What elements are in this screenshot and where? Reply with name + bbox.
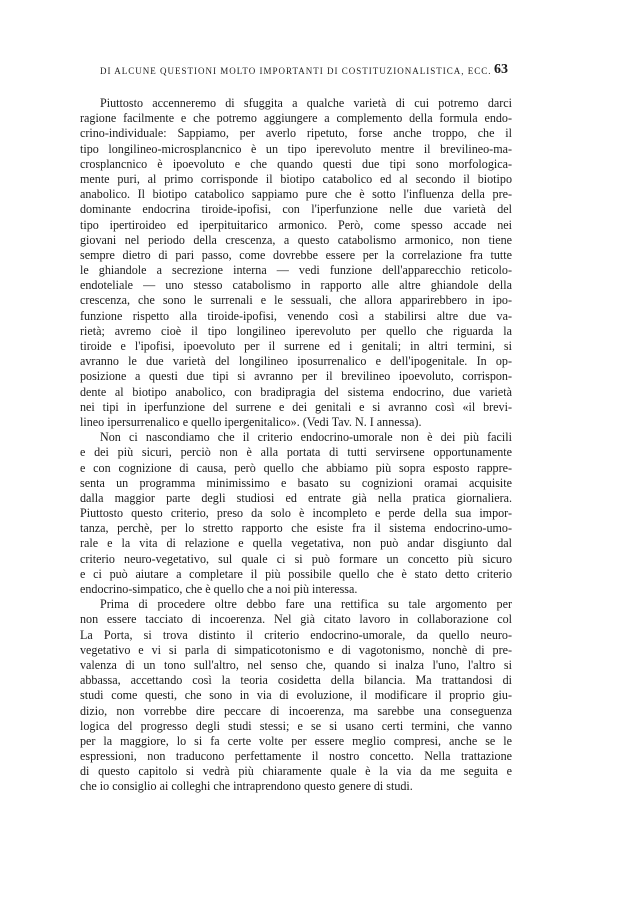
text-line: tiroide e l'ipofisi, ipoevoluto per il surrene ed i genitali; in altri termini, si (80, 339, 512, 353)
text-line: avranno le due varietà del longilineo iposurrenalico e dell'ipogenitale. In op- (80, 354, 512, 369)
text-line: posizione a questi due tipi si avranno per il brevilineo ipoevoluto, corrispon- (80, 369, 512, 384)
text-line: giovani nel periodo della crescenza, a questo catabolismo armonico, non tiene (80, 232, 512, 247)
text-line: e ci può aiutare a completare il più possibile quello che è stato detto criterio (80, 566, 512, 581)
text-line: funzione rispetto alla tiroide-ipofisi, venendo così a stabilirsi altre due va- (80, 308, 512, 323)
text-line: endocrino-simpatico, che è quello che a noi più interessa. (80, 582, 358, 596)
text-line: endoteliale — uno stesso catabolismo in rapporto alle altre ghiandole della (80, 278, 512, 293)
text-line: espressioni, non traducono perfettamente il nostro concetto. Nella trattazione (80, 749, 512, 764)
text-line: Piuttosto questo criterio, preso da solo è incompleto e perde della sua impor- (80, 506, 512, 521)
text-line: La Porta, si trova distinto il criterio endocrino-umorale, da quello neuro- (80, 627, 512, 642)
text-line: le ghiandole a secrezione interna — vedi funzione dell'apparecchio reticolo- (80, 263, 512, 278)
text-line: anabolico. Il biotipo catabolico sappiamo pure che è sotto l'influenza della pre- (80, 187, 512, 202)
text-line: crosplancnico è ipoevoluto e che quando questi due tipi sono morfologica- (80, 156, 512, 171)
text-line: logica del progresso degli studi stessi; e se si usano certi termini, che vanno (80, 718, 512, 733)
text-line: crescenza, che sono le surrenali e le sessuali, che allora apparirebbero in ipo- (80, 293, 512, 308)
text-line: tipo ipertiroideo ed iperpituitarico armonico. Però, come spesso accade nei (80, 217, 512, 232)
text-line: senta un programma minimissimo e basato su cognizioni oramai acquisite (80, 475, 512, 490)
text-line: ragione facilmente e che potremo aggiungere a complemento della formula endo- (80, 111, 512, 126)
text-line: rietà; avremo cioè il tipo longilineo iperevoluto per quello che riguarda la (80, 323, 512, 338)
body-text (80, 96, 512, 795)
text-line: di questo capitolo si vedrà più chiaramente quale è la via da me seguita e (80, 764, 512, 779)
text-line: dalla maggior parte degli studiosi ed entrate già nella pratica giornaliera. (80, 490, 512, 505)
text-line: rale e la vita di relazione e quella vegetativa, non può andar disgiunto dal (80, 536, 512, 551)
text-line: dominante endocrina tiroide-ipofisi, con l'iperfunzione nelle due varietà del (80, 202, 512, 217)
text-line: studi come questi, che sono in via di evoluzione, il modificare il proprio giu- (80, 688, 512, 703)
text-line: per la maggiore, lo si fa certe volte per essere meglio compresi, anche se le (80, 733, 512, 748)
paragraph-2 (80, 430, 512, 597)
paragraph-1 (80, 96, 512, 430)
text-line: vegetativo e vi si parla di simpaticotonismo e di vagotonismo, nonchè di pre- (80, 642, 512, 657)
text-line: Prima di procedere oltre debbo fare una rettifica su tale argomento per (100, 597, 512, 612)
text-line: nei tipi in iperfunzione del surrene e dei genitali e si avranno così «il brevi- (80, 399, 512, 414)
text-line: Non ci nascondiamo che il criterio endocrino-umorale non è dei più facili (100, 430, 512, 445)
text-line: crino-individuale: Sappiamo, per averlo ripetuto, forse anche troppo, che il (80, 126, 512, 141)
text-line: criterio neuro-vegetativo, sul quale ci si può formare un concetto più sicuro (80, 551, 512, 566)
text-line: dente al biotipo anabolico, con bradipragia del sistema endocrino, due varietà (80, 384, 512, 399)
text-line: lineo ipersurrenalico e quello ipergenitalico». (Vedi Tav. N. I annessa). (80, 414, 422, 429)
running-head: DI ALCUNE QUESTIONI MOLTO IMPORTANTI DI COSTITUZIONALISTICA, ECC. (100, 66, 492, 76)
text-line: sempre dietro di pari passo, come dovrebbe essere per la correlazione fra tutte (80, 247, 512, 262)
text-line: abbassa, accettando così la teoria cosidetta della bilancia. Ma trattandosi di (80, 673, 512, 688)
text-line: e dei più sicuri, perciò non è alla portata di tutti servirsene opportunamente (80, 445, 512, 460)
text-line: Piuttosto accenneremo di sfuggita a qualche varietà di cui potremo darci (100, 96, 512, 110)
text-line: valenza di un tono sull'altro, nel senso che, quando si inalza l'uno, l'altro si (80, 657, 512, 672)
text-line: che io consiglio ai colleghi che intraprendono questo genere di studi. (80, 779, 413, 794)
text-line: tipo longilineo-microsplancnico è un tipo iperevoluto mentre il brevilineo-ma- (80, 141, 512, 156)
text-line: e con cognizione di causa, però quello che abbiamo più sopra esposto rappre- (80, 460, 512, 475)
text-line: mente puri, al primo corrisponde il biotipo catabolico ed al secondo il biotipo (80, 171, 512, 186)
text-line: dizio, non vorrebbe dire peccare di incoerenza, ma sarebbe una conseguenza (80, 703, 512, 718)
page-number: 63 (494, 62, 508, 77)
text-line: tanza, perchè, per lo stretto rapporto che esiste fra il sistema endocrino-umo- (80, 521, 512, 536)
paragraph-3 (80, 597, 512, 794)
text-line: non essere tacciato di incoerenza. Nel già citato lavoro in collaborazione col (80, 612, 512, 627)
